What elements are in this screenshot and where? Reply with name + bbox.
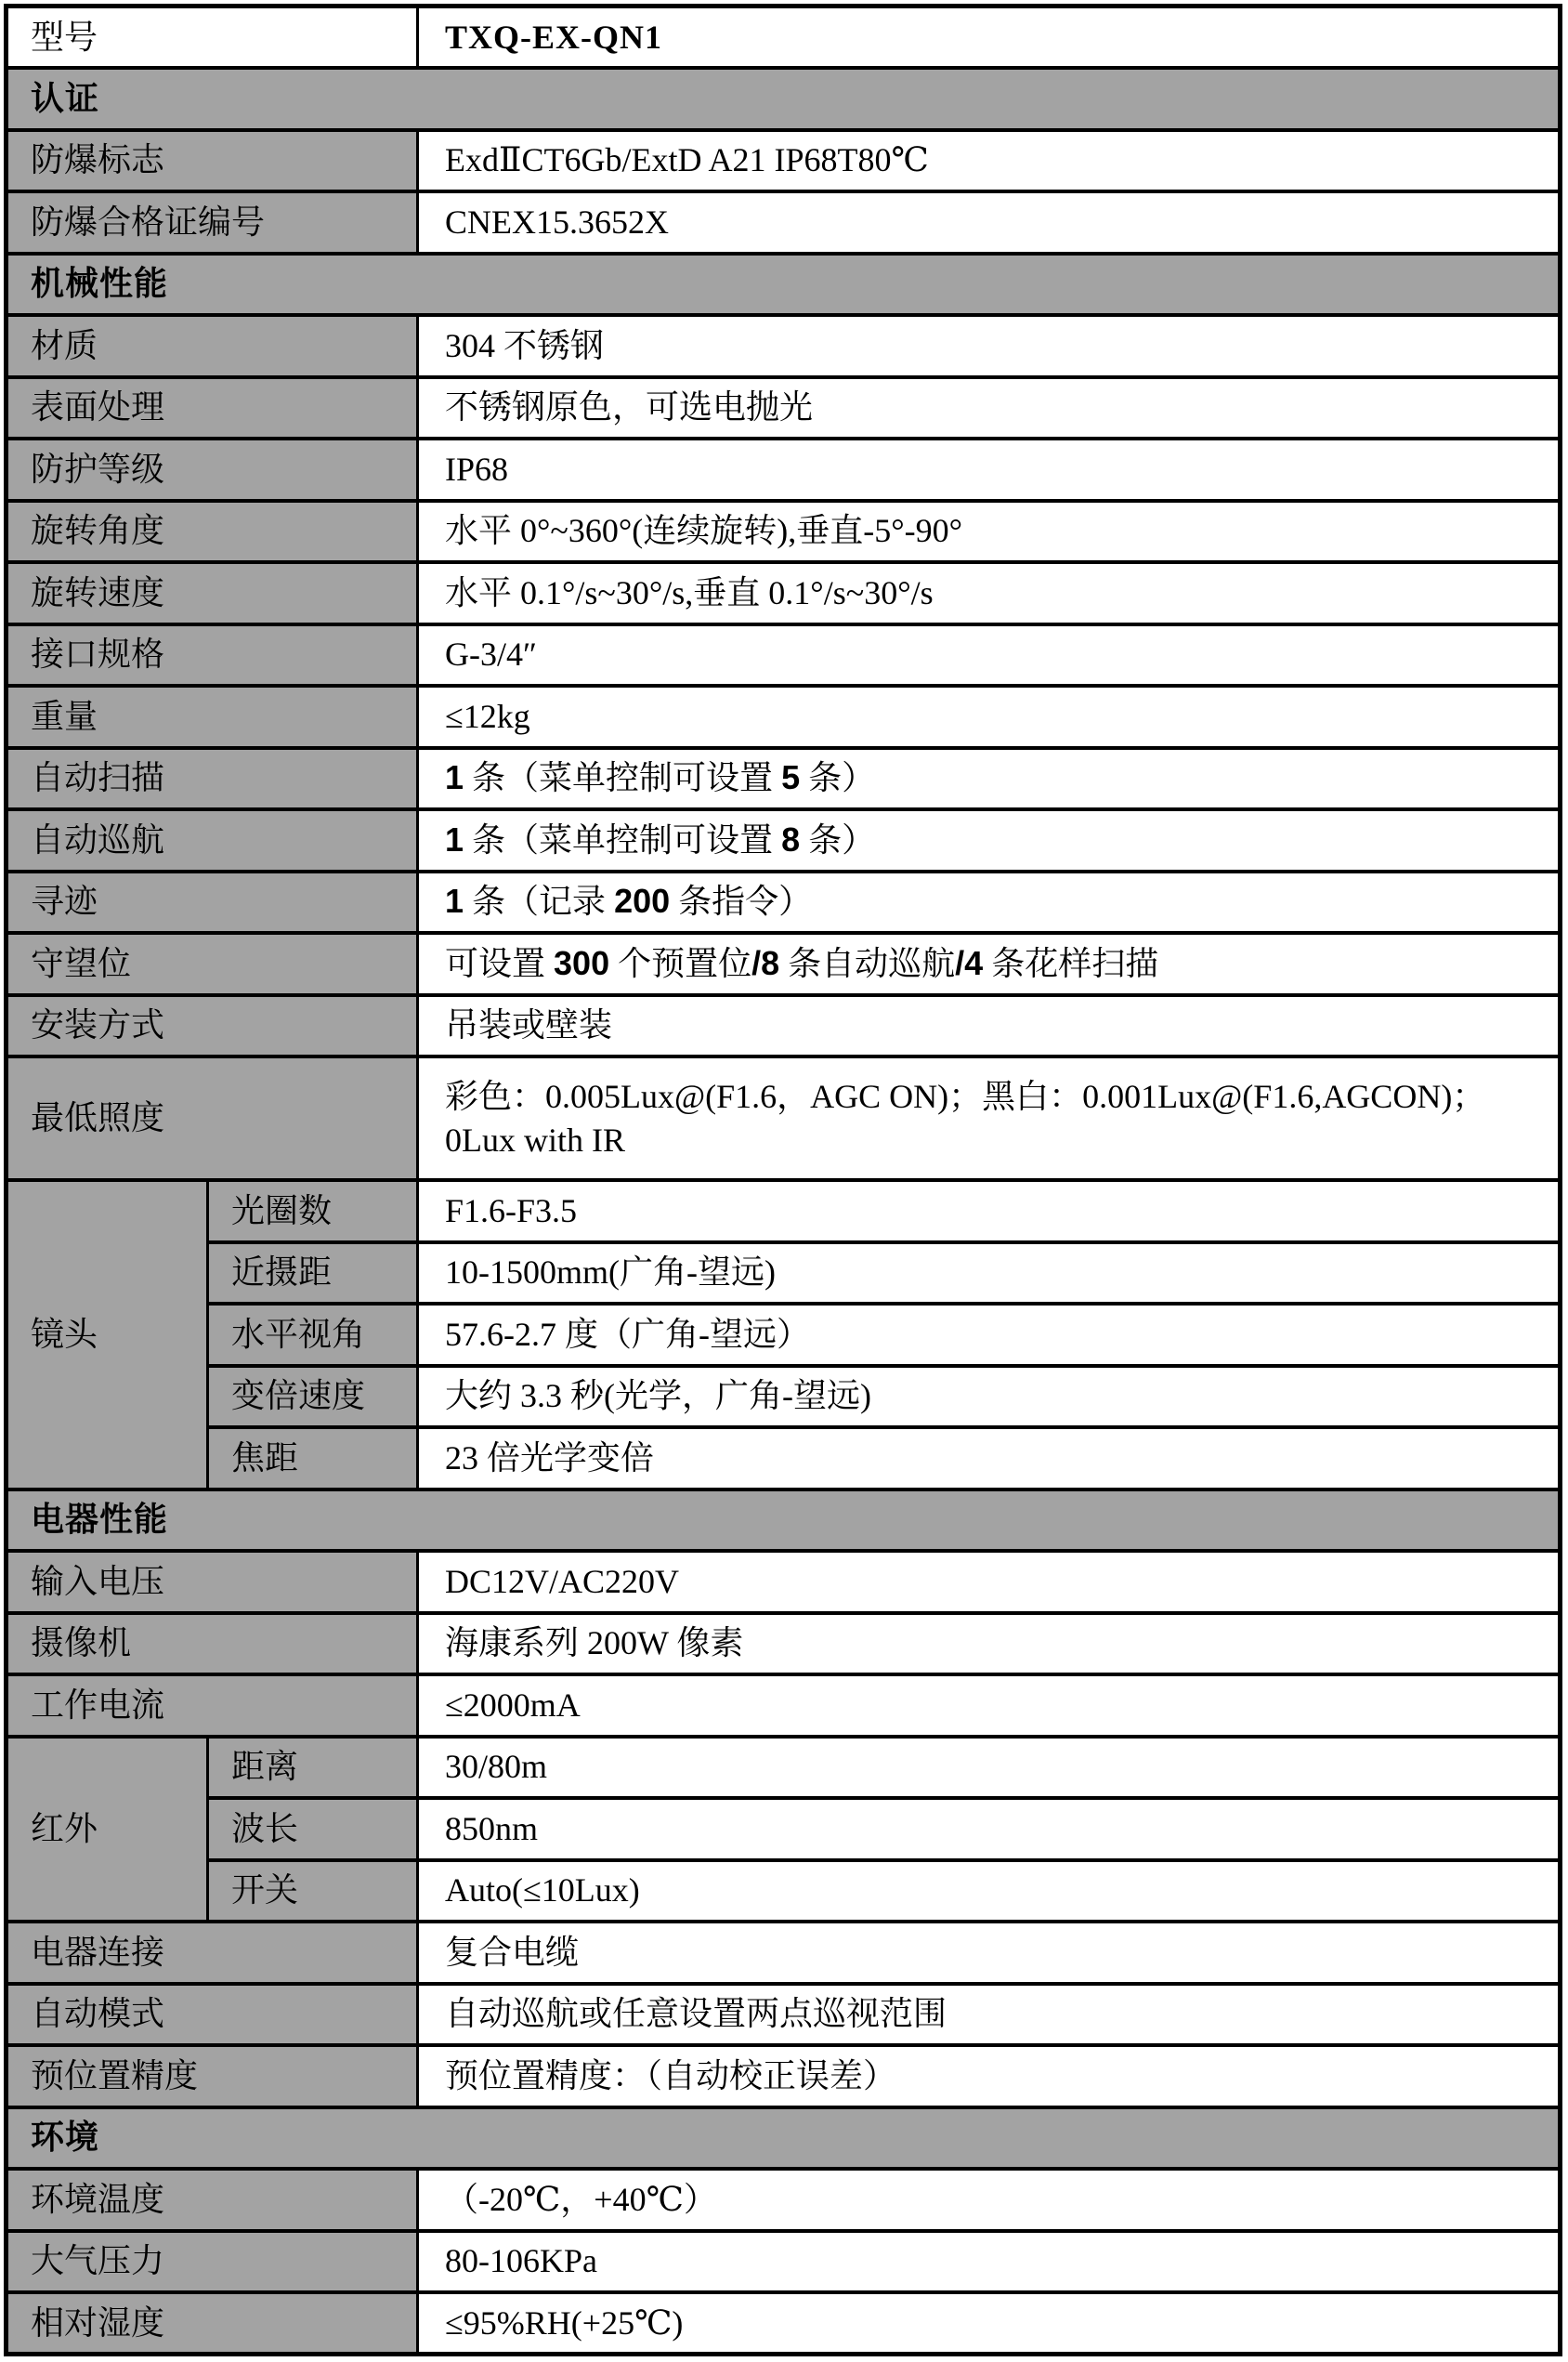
- section-certification-title: 认证: [7, 68, 1561, 130]
- section-certification: [7, 68, 1561, 130]
- row-ir-distance-label: 距离: [208, 1737, 418, 1799]
- section-mechanical: [7, 254, 1561, 316]
- row-interface-spec: [7, 624, 1561, 687]
- row-rotation-speed-label: 旋转速度: [7, 562, 418, 624]
- row-watch-position-value: 可设置 300 个预置位/8 条自动巡航/4 条花样扫描: [418, 933, 1561, 995]
- row-preset-accuracy-value: 预位置精度：（自动校正误差）: [418, 2045, 1561, 2107]
- row-model: [7, 7, 1561, 69]
- row-zoom-speed-label: 变倍速度: [208, 1366, 418, 1428]
- section-mechanical-title: 机械性能: [7, 254, 1561, 316]
- row-camera-label: 摄像机: [7, 1613, 418, 1675]
- row-material: [7, 315, 1561, 377]
- trace-commands: 200: [614, 882, 671, 921]
- row-mounting-label: 安装方式: [7, 995, 418, 1057]
- row-ex-cert-no-label: 防爆合格证编号: [7, 191, 418, 254]
- row-ir-distance: [7, 1737, 1561, 1799]
- row-ambient-temperature: [7, 2169, 1561, 2231]
- row-ex-mark-label: 防爆标志: [7, 130, 418, 192]
- row-auto-scan-label: 自动扫描: [7, 748, 418, 810]
- row-horizontal-fov-value: 57.6-2.7 度（广角-望远）: [418, 1304, 1561, 1366]
- row-input-voltage-label: 输入电压: [7, 1551, 418, 1613]
- row-input-voltage: [7, 1551, 1561, 1613]
- row-relative-humidity: [7, 2292, 1561, 2355]
- row-relative-humidity-label: 相对湿度: [7, 2292, 418, 2355]
- row-protection-rating-label: 防护等级: [7, 439, 418, 501]
- auto-cruise-count: 1: [445, 820, 464, 859]
- row-working-current: [7, 1674, 1561, 1737]
- row-horizontal-fov: [7, 1304, 1561, 1366]
- row-horizontal-fov-label: 水平视角: [208, 1304, 418, 1366]
- row-surface-finish-label: 表面处理: [7, 377, 418, 440]
- row-mounting: [7, 995, 1561, 1057]
- row-atmospheric-pressure-value: 80-106KPa: [418, 2231, 1561, 2293]
- spec-table: [4, 4, 1562, 2356]
- row-focal-length-label: 焦距: [208, 1427, 418, 1489]
- auto-scan-max: 5: [781, 758, 801, 797]
- row-ir-switch: [7, 1860, 1561, 1922]
- group-lens-label: 镜头: [7, 1180, 208, 1489]
- row-ir-wavelength: [7, 1798, 1561, 1860]
- row-input-voltage-value: DC12V/AC220V: [418, 1551, 1561, 1613]
- row-protection-rating-value: IP68: [418, 439, 1561, 501]
- row-working-current-label: 工作电流: [7, 1674, 418, 1737]
- row-watch-position-label: 守望位: [7, 933, 418, 995]
- row-model-label: 型号: [7, 7, 418, 69]
- row-close-focus-label: 近摄距: [208, 1242, 418, 1305]
- auto-cruise-max: 8: [781, 820, 801, 859]
- row-trace: [7, 872, 1561, 934]
- row-material-value: 304 不锈钢: [418, 315, 1561, 377]
- row-auto-mode: [7, 1984, 1561, 2046]
- row-electrical-connection: [7, 1922, 1561, 1984]
- section-environment-title: 环境: [7, 2107, 1561, 2170]
- row-ir-distance-value: 30/80m: [418, 1737, 1561, 1799]
- group-infrared-label: 红外: [7, 1737, 208, 1922]
- row-camera: [7, 1613, 1561, 1675]
- row-close-focus-value: 10-1500mm(广角-望远): [418, 1242, 1561, 1305]
- cruise-count: /8: [751, 943, 780, 982]
- row-weight: [7, 686, 1561, 748]
- row-auto-cruise: [7, 809, 1561, 872]
- row-auto-mode-label: 自动模式: [7, 1984, 418, 2046]
- section-environment: [7, 2107, 1561, 2170]
- row-min-illumination: [7, 1056, 1561, 1180]
- row-surface-finish: [7, 377, 1561, 440]
- row-ambient-temperature-value: （-20℃，+40℃）: [418, 2169, 1561, 2231]
- row-aperture-value: F1.6-F3.5: [418, 1180, 1561, 1242]
- row-ex-mark: [7, 130, 1561, 192]
- trace-count: 1: [445, 882, 464, 921]
- row-electrical-connection-value: 复合电缆: [418, 1922, 1561, 1984]
- row-ir-wavelength-value: 850nm: [418, 1798, 1561, 1860]
- row-aperture-label: 光圈数: [208, 1180, 418, 1242]
- row-auto-scan-value: 1 条（菜单控制可设置 5 条）: [418, 748, 1561, 810]
- row-atmospheric-pressure: [7, 2231, 1561, 2293]
- row-aperture: [7, 1180, 1561, 1242]
- row-rotation-angle: [7, 501, 1561, 563]
- row-camera-value: 海康系列 200W 像素: [418, 1613, 1561, 1675]
- row-ex-cert-no: [7, 191, 1561, 254]
- row-rotation-angle-value: 水平 0°~360°(连续旋转),垂直-5°-90°: [418, 501, 1561, 563]
- section-electrical-title: 电器性能: [7, 1489, 1561, 1552]
- row-surface-finish-value: 不锈钢原色，可选电抛光: [418, 377, 1561, 440]
- row-preset-accuracy: [7, 2045, 1561, 2107]
- row-electrical-connection-label: 电器连接: [7, 1922, 418, 1984]
- row-ambient-temperature-label: 环境温度: [7, 2169, 418, 2231]
- pattern-count: /4: [955, 943, 984, 982]
- row-protection-rating: [7, 439, 1561, 501]
- row-watch-position: [7, 933, 1561, 995]
- row-ir-switch-value: Auto(≤10Lux): [418, 1860, 1561, 1922]
- row-min-illumination-value: 彩色：0.005Lux@(F1.6，AGC ON)；黑白：0.001Lux@(F1.6,AGCON)；0Lux with IR: [418, 1056, 1561, 1180]
- row-ir-wavelength-label: 波长: [208, 1798, 418, 1860]
- row-interface-spec-value: G-3/4″: [418, 624, 1561, 687]
- row-zoom-speed-value: 大约 3.3 秒(光学，广角-望远): [418, 1366, 1561, 1428]
- row-interface-spec-label: 接口规格: [7, 624, 418, 687]
- row-auto-scan: [7, 748, 1561, 810]
- auto-scan-count: 1: [445, 758, 464, 797]
- row-preset-accuracy-label: 预位置精度: [7, 2045, 418, 2107]
- row-working-current-value: ≤2000mA: [418, 1674, 1561, 1737]
- row-auto-cruise-value: 1 条（菜单控制可设置 8 条）: [418, 809, 1561, 872]
- row-atmospheric-pressure-label: 大气压力: [7, 2231, 418, 2293]
- row-ir-switch-label: 开关: [208, 1860, 418, 1922]
- row-rotation-speed-value: 水平 0.1°/s~30°/s,垂直 0.1°/s~30°/s: [418, 562, 1561, 624]
- row-trace-label: 寻迹: [7, 872, 418, 934]
- row-auto-mode-value: 自动巡航或任意设置两点巡视范围: [418, 1984, 1561, 2046]
- row-rotation-angle-label: 旋转角度: [7, 501, 418, 563]
- row-trace-value: 1 条（记录 200 条指令）: [418, 872, 1561, 934]
- row-weight-value: ≤12kg: [418, 686, 1561, 748]
- row-model-value: TXQ-EX-QN1: [418, 7, 1561, 69]
- row-ex-mark-value: ExdⅡCT6Gb/ExtD A21 IP68T80℃: [418, 130, 1561, 192]
- row-close-focus: [7, 1242, 1561, 1305]
- row-rotation-speed: [7, 562, 1561, 624]
- row-material-label: 材质: [7, 315, 418, 377]
- row-min-illumination-label: 最低照度: [7, 1056, 418, 1180]
- row-focal-length: [7, 1427, 1561, 1489]
- row-relative-humidity-value: ≤95%RH(+25℃): [418, 2292, 1561, 2355]
- row-weight-label: 重量: [7, 686, 418, 748]
- preset-count: 300: [554, 943, 610, 982]
- row-mounting-value: 吊装或壁装: [418, 995, 1561, 1057]
- row-focal-length-value: 23 倍光学变倍: [418, 1427, 1561, 1489]
- row-auto-cruise-label: 自动巡航: [7, 809, 418, 872]
- row-ex-cert-no-value: CNEX15.3652X: [418, 191, 1561, 254]
- section-electrical: [7, 1489, 1561, 1552]
- row-zoom-speed: [7, 1366, 1561, 1428]
